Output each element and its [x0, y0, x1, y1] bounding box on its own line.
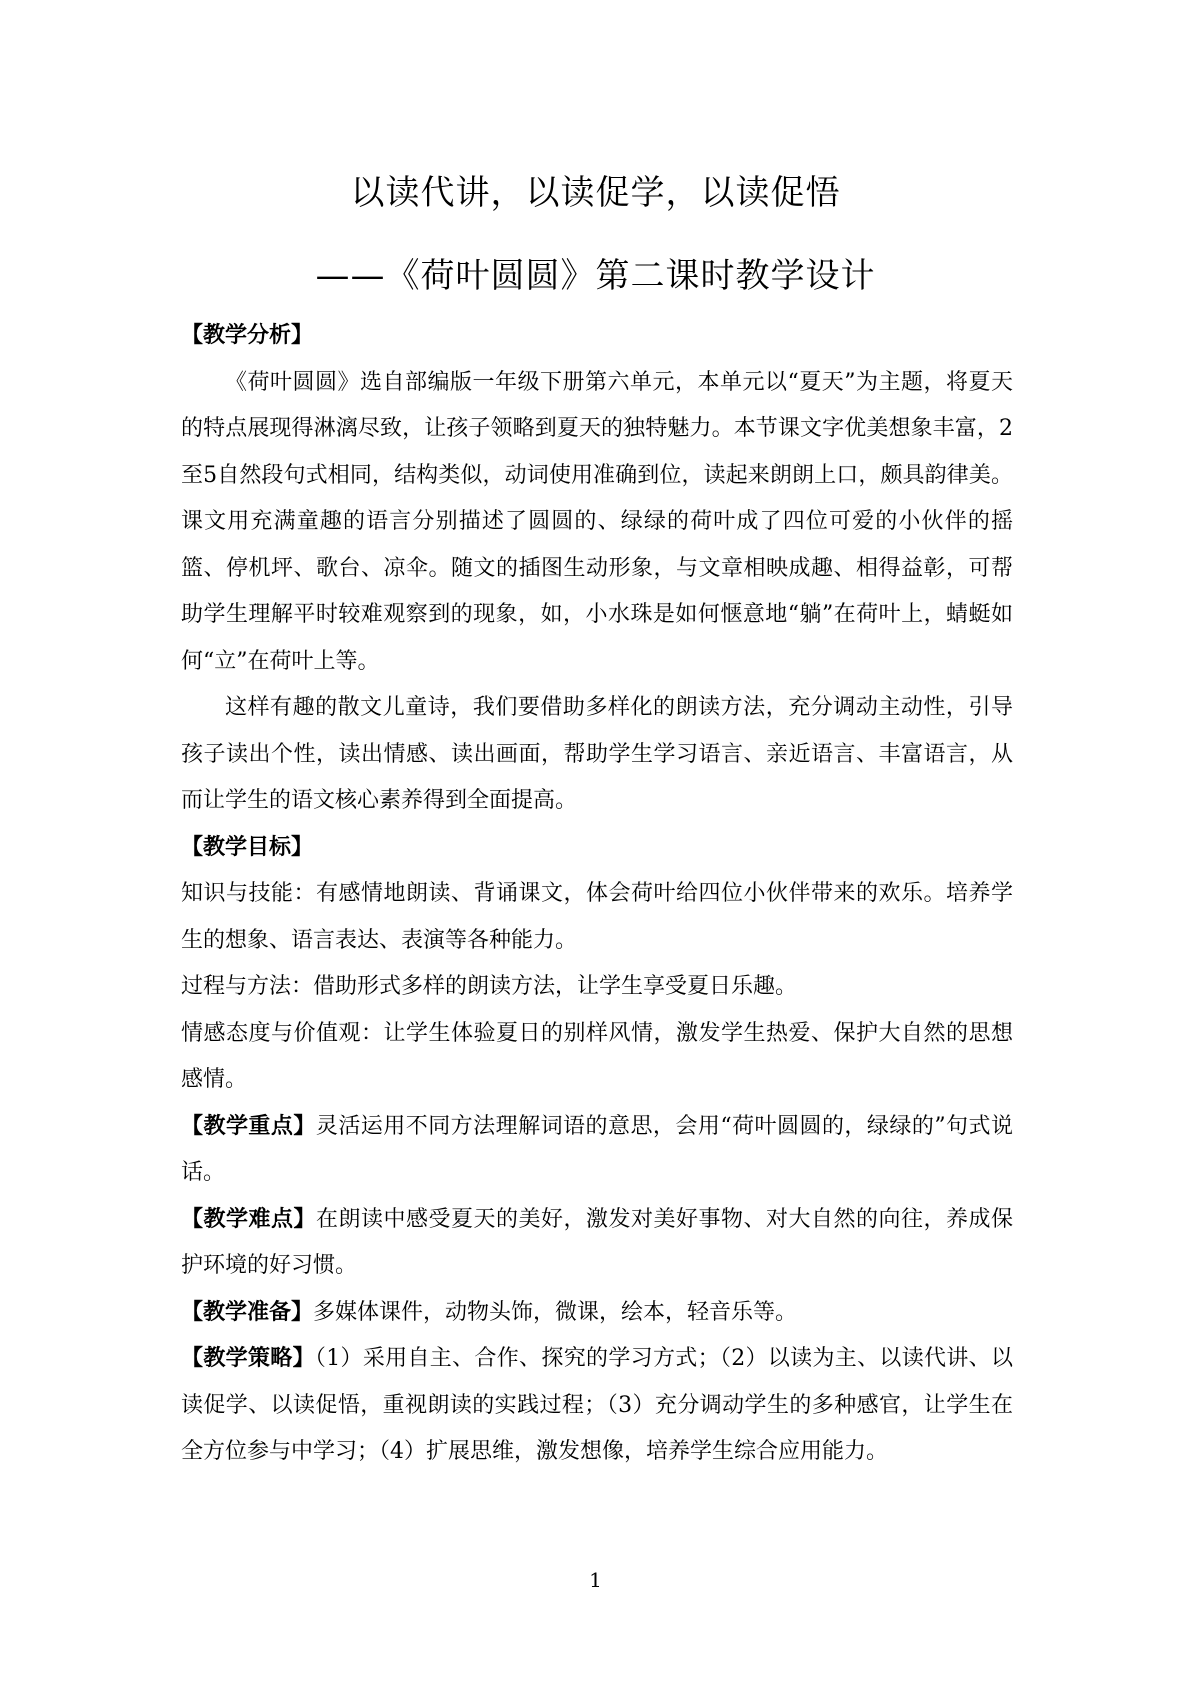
- document-title: 以读代讲，以读促学，以读促悟: [350, 173, 841, 213]
- preparation-heading: 【教学准备】: [181, 1299, 314, 1325]
- analysis-section-heading: 【教学分析】: [181, 323, 314, 348]
- document-subtitle: ——《荷叶圆圆》第二课时教学设计: [315, 256, 876, 296]
- analysis-paragraph: 《荷叶圆圆》选自部编版一年级下册第六单元，本单元以“夏天”为主题，将夏天的特点展现得淋漓尽致，让孩子领略到夏天的独特魅力。本节课文字优美想象丰富，2至5自然段句式相同，结构类似，动词使用准确到位，读起来朗朗上口，颇具韵律美。课文用充满童趣的语言分别描述了圆圆的、绿绿的荷叶成了四位可爱的小伙伴的摇篮、停机坪、歌台、凉伞。随文的插图生动形象，与文章相映成趣、相得益彰，可帮助学生理解平时较难观察到的现象，如，小水珠是如何惬意地“躺”在荷叶上，蜻蜓如何“立”在荷叶上等。: [181, 369, 1013, 674]
- goal-item-knowledge: 知识与技能：有感情地朗读、背诵课文，体会荷叶给四位小伙伴带来的欢乐。培养学生的想象、语言表达、表演等各种能力。: [181, 881, 1013, 953]
- strategy-text: （1）采用自主、合作、探究的学习方式；（2）以读为主、以读代讲、以读促学、以读促悟，重视朗读的实践过程；（3）充分调动学生的多种感官，让学生在全方位参与中学习；（4）扩展思维，激发想像，培养学生综合应用能力。: [181, 1346, 1013, 1464]
- analysis-paragraph: 这样有趣的散文儿童诗，我们要借助多样化的朗读方法，充分调动主动性，引导孩子读出个性，读出情感、读出画面，帮助学生学习语言、亲近语言、丰富语言，从而让学生的语文核心素养得到全面提高。: [181, 695, 1013, 813]
- goal-item-attitude: 情感态度与价值观：让学生体验夏日的别样风情，激发学生热爱、保护大自然的思想感情。: [181, 1020, 1013, 1092]
- strategy-heading: 【教学策略】: [181, 1346, 315, 1371]
- preparation-text: 多媒体课件，动物头饰，微课，绘本，轻音乐等。: [313, 1299, 798, 1325]
- difficulties-heading: 【教学难点】: [181, 1206, 316, 1232]
- strategy-section: [181, 1336, 1013, 1476]
- difficulties-text: 在朗读中感受夏天的美好，激发对美好事物、对大自然的向往，养成保护环境的好习惯。: [181, 1206, 1013, 1278]
- difficulties-section: [181, 1197, 1013, 1290]
- document-body: [181, 313, 1013, 1476]
- goal-item-process: 过程与方法：借助形式多样的朗读方法，让学生享受夏日乐趣。: [181, 974, 798, 999]
- goals-section-heading: 【教学目标】: [181, 834, 314, 860]
- page-number: 1: [589, 1568, 602, 1592]
- key-points-heading: 【教学重点】: [181, 1113, 316, 1139]
- preparation-section: [181, 1290, 1013, 1337]
- key-points-text: 灵活运用不同方法理解词语的意思，会用“荷叶圆圆的，绿绿的”句式说话。: [181, 1113, 1013, 1185]
- key-points-section: [181, 1104, 1013, 1197]
